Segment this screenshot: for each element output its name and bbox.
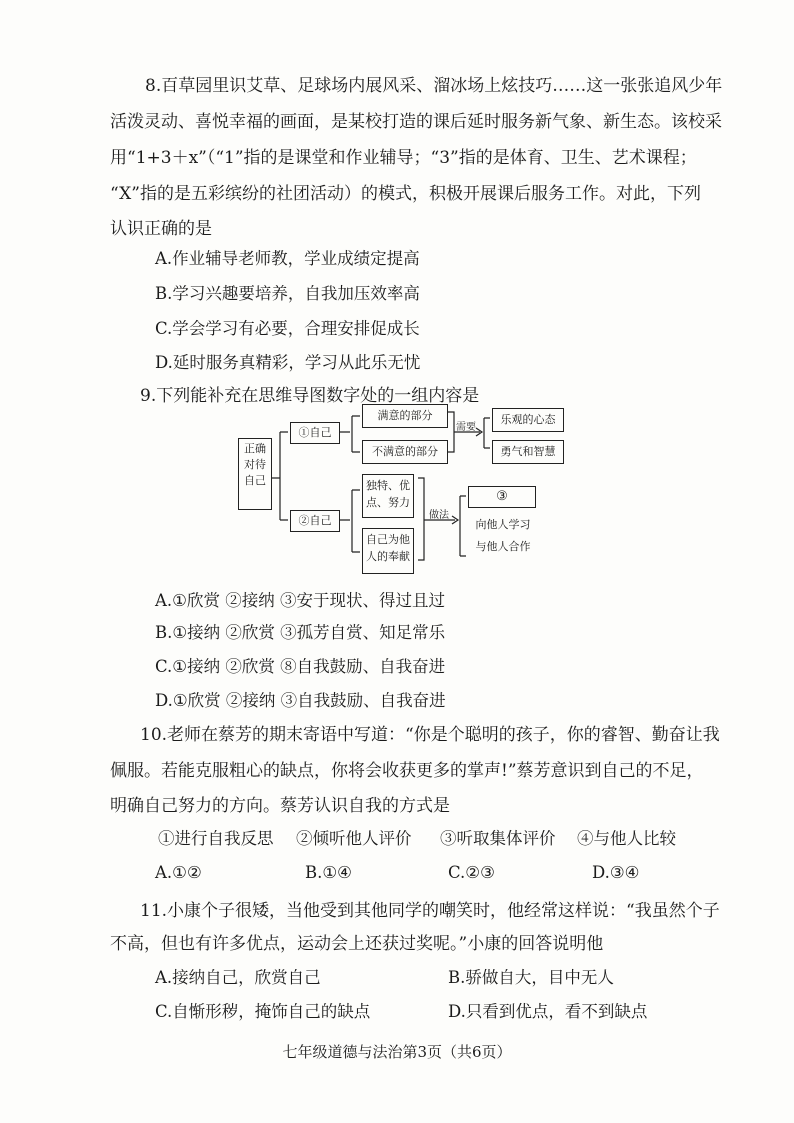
q8-line-4: “X”指的是五彩缤纷的社团活动）的模式，积极开展课后服务工作。对此，下列 xyxy=(110,184,701,204)
q9-option-b: B.①接纳 ②欣赏 ③孤芳自赏、知足常乐 xyxy=(155,623,446,642)
q10-item-3: ③听取集体评价 xyxy=(440,829,556,848)
q10-option-d: D.③④ xyxy=(592,863,640,882)
q11-line-1: 11.小康个子很矮，当他受到其他同学的嘲笑时，他经常这样说：“我虽然个子 xyxy=(140,901,720,921)
q9-option-d: D.①欣赏 ②接纳 ③自我鼓励、自我奋进 xyxy=(155,691,446,710)
mind-map-cooperate: 与他人合作 xyxy=(475,540,531,553)
q9-option-a: A.①欣赏 ②接纳 ③安于现状、得过且过 xyxy=(155,591,445,610)
q9-option-c: C.①接纳 ②欣赏 ⑧自我鼓励、自我奋进 xyxy=(155,657,446,676)
q10-item-1: ①进行自我反思 xyxy=(158,829,274,848)
page-footer: 七年级道德与法治第3页（共6页） xyxy=(282,1043,512,1061)
q8-line-1: 8.百草园里识艾草、足球场内展风采、溜冰场上炫技巧……这一张张追风少年 xyxy=(145,76,723,96)
q8-option-d: D.延时服务真精彩，学习从此乐无忧 xyxy=(155,353,421,372)
q10-option-c: C.②③ xyxy=(448,863,495,882)
q8-line-5: 认识正确的是 xyxy=(110,219,212,239)
q10-item-2: ②倾听他人评价 xyxy=(296,829,412,848)
q10-option-a: A.①② xyxy=(155,863,202,882)
q11-option-a: A.接纳自己，欣赏自己 xyxy=(155,968,321,987)
q10-item-4: ④与他人比较 xyxy=(577,829,676,848)
mind-map-optimism: 乐观的心态 xyxy=(492,408,564,432)
mind-map-node-1: ①自己 xyxy=(290,422,340,444)
q10-line-1: 10.老师在蔡芳的期末寄语中写道：“你是个聪明的孩子，你的睿智、勤奋让我 xyxy=(140,725,720,745)
q11-option-b: B.骄做自大，目中无人 xyxy=(448,968,614,987)
mind-map-need-label: 需要 xyxy=(456,422,476,433)
mind-map-node-2: ②自己 xyxy=(290,510,340,532)
mind-map-unique: 独特、优点、努力 xyxy=(362,474,414,518)
q10-line-3: 明确自己努力的方向。蔡芳认识自我的方式是 xyxy=(110,796,450,816)
q8-line-2: 活泼灵动、喜悦幸福的画面，是某校打造的课后延时服务新气象、新生态。该校采 xyxy=(110,112,722,132)
q8-line-3: 用“1+3＋x”（“1”指的是课堂和作业辅导；“3”指的是体育、卫生、艺术课程； xyxy=(110,148,697,168)
q9-stem: 9.下列能补充在思维导图数字处的一组内容是 xyxy=(140,386,480,406)
mind-map-blank-3: ③ xyxy=(468,486,536,508)
mind-map-method-label: 做法 xyxy=(429,510,449,521)
mind-map-contribution: 自己为他人的奉献 xyxy=(362,528,414,574)
q8-option-c: C.学会学习有必要，合理安排促成长 xyxy=(155,319,420,338)
mind-map-courage: 勇气和智慧 xyxy=(492,440,564,464)
q8-option-a: A.作业辅导老师教，学业成绩定提高 xyxy=(155,249,420,268)
mind-map-unsatisfied: 不满意的部分 xyxy=(362,440,448,464)
q10-option-b: B.①④ xyxy=(305,863,352,882)
q10-line-2: 佩服。若能克服粗心的缺点，你将会收获更多的掌声!”蔡芳意识到自己的不足， xyxy=(110,761,704,781)
q8-option-b: B.学习兴趣要培养，自我加压效率高 xyxy=(155,284,420,303)
mind-map-learn: 向他人学习 xyxy=(475,518,531,531)
mind-map-method-group xyxy=(468,512,538,564)
q11-line-2: 不高，但也有许多优点，运动会上还获过奖呢。”小康的回答说明他 xyxy=(110,934,604,954)
mind-map-root: 正确对待自己 xyxy=(238,438,272,510)
q11-option-d: D.只看到优点，看不到缺点 xyxy=(448,1002,648,1021)
q11-option-c: C.自惭形秽，掩饰自己的缺点 xyxy=(155,1002,371,1021)
mind-map-satisfied: 满意的部分 xyxy=(362,404,448,428)
